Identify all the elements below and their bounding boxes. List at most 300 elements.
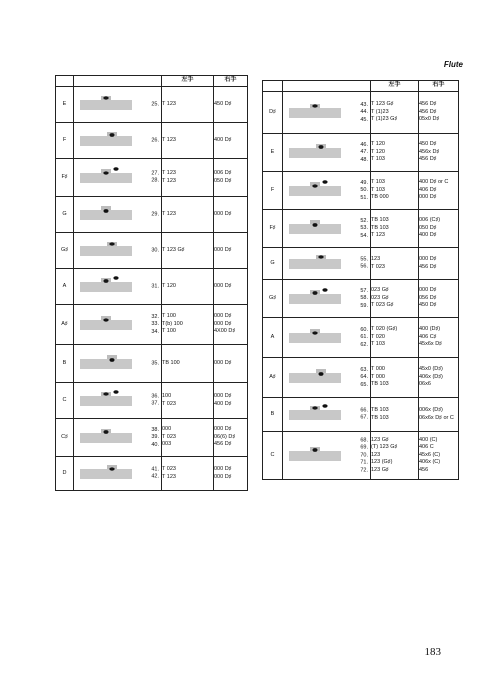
fingering-number: 62. (360, 341, 368, 348)
staff-cell (283, 358, 371, 398)
right-hand-fingering (214, 233, 248, 269)
fingering-number: 27. (151, 170, 159, 176)
left-hand-line: T (1)23 (371, 108, 389, 115)
staff-cell (74, 383, 162, 419)
fingering-numbers (151, 247, 159, 255)
table-row (56, 233, 248, 269)
right-hand-fingering (214, 197, 248, 233)
left-hand-line: TB 103 (371, 224, 389, 231)
staff-cell (74, 419, 162, 457)
left-hand-line: T 123 (371, 232, 385, 239)
table-row (263, 92, 459, 134)
fingering-number: 33. (151, 320, 159, 327)
right-hand-line: 400 D♯ (419, 232, 437, 239)
fingering-number: 25. (151, 100, 159, 107)
staff-cell (283, 210, 371, 248)
col-label-left-hand: 左手 (162, 76, 214, 87)
left-hand-fingering (371, 280, 419, 318)
fingering-number: 65. (360, 381, 368, 388)
fingering-numbers (360, 101, 368, 124)
staff-cell (283, 248, 371, 280)
fingering-numbers (151, 466, 159, 481)
right-hand-line: 000 D♯ (214, 246, 232, 253)
staff-cell (283, 318, 371, 358)
left-hand-line: T 023 (162, 433, 176, 440)
table-row (263, 398, 459, 432)
fingering-number: 56. (360, 263, 368, 270)
music-staff-icon (76, 197, 136, 233)
left-hand-line: 000 (162, 426, 172, 433)
left-hand-line: T 123 G♯ (371, 101, 394, 108)
music-staff-icon (76, 87, 136, 123)
left-hand-line: 123 G♯ (371, 466, 389, 473)
table-row (263, 248, 459, 280)
music-staff-icon (285, 210, 345, 248)
right-hand-fingering (419, 248, 459, 280)
note-name: A♯ (56, 305, 74, 345)
right-hand-fingering (419, 172, 459, 210)
left-hand-line: T 103 (371, 186, 385, 193)
right-hand-line: 456x D♯ (419, 148, 440, 155)
fingering-table-left (55, 75, 248, 491)
left-hand-line: T 123 G♯ (162, 246, 185, 253)
right-hand-line: 000 D♯ (214, 359, 232, 366)
right-hand-line: 406x (C) (419, 459, 441, 466)
staff-cell (283, 172, 371, 210)
right-hand-fingering (419, 134, 459, 172)
fingering-number: 37. (151, 400, 159, 407)
staff-cell (74, 269, 162, 305)
right-hand-line: 000 D♯ (214, 313, 232, 320)
left-hand-line: TB 103 (371, 414, 389, 421)
music-staff-icon (285, 248, 345, 280)
music-staff-icon (285, 432, 345, 480)
header-blank-cell (56, 76, 74, 87)
table-row (263, 318, 459, 358)
right-hand-line: 006x (D♯) (419, 407, 443, 413)
table-row (56, 269, 248, 305)
fingering-number: 53. (360, 224, 368, 231)
fingering-numbers (360, 141, 368, 164)
note-name: F (263, 172, 283, 210)
right-hand-fingering (214, 123, 248, 159)
right-hand-line: 450 D♯ (214, 100, 232, 107)
left-hand-fingering (162, 87, 214, 123)
right-hand-line: 000 D♯ (419, 194, 437, 201)
right-hand-line: 456 D♯ (419, 108, 437, 115)
note-name: G♯ (263, 280, 283, 318)
music-staff-icon (76, 159, 136, 197)
fingering-numbers (151, 170, 159, 185)
fingering-numbers (151, 211, 159, 219)
fingering-numbers (151, 101, 159, 109)
left-hand-line: TB 103 (371, 407, 389, 413)
fingering-numbers (360, 366, 368, 389)
left-hand-fingering (162, 383, 214, 419)
right-hand-fingering (419, 280, 459, 318)
table-header-row (56, 76, 248, 87)
music-staff-icon (285, 134, 345, 172)
table-row (56, 345, 248, 383)
fingering-numbers (151, 360, 159, 368)
table-row (56, 419, 248, 457)
left-hand-fingering (371, 318, 419, 358)
note-name: F♯ (263, 210, 283, 248)
right-hand-line: 06x6x D♯ or C (419, 414, 454, 421)
left-hand-line: TB 100 (162, 359, 180, 366)
right-hand-fingering (214, 269, 248, 305)
fingering-numbers (151, 137, 159, 145)
left-hand-line: T 020 (371, 333, 385, 340)
fingering-number: 29. (151, 210, 159, 217)
left-hand-line: T 123 (162, 136, 176, 143)
fingering-number: 64. (360, 373, 368, 380)
note-name: E (56, 87, 74, 123)
table-header-row (263, 81, 459, 92)
right-hand-line: 050 D♯ (419, 224, 437, 231)
right-hand-line: 45x6x D♯ (419, 341, 442, 348)
right-hand-fingering (419, 398, 459, 432)
right-hand-line: 456 D♯ (419, 101, 437, 108)
fingering-number: 32. (151, 313, 159, 320)
right-hand-line: 406 C♯ (419, 333, 437, 340)
fingering-number: 60. (360, 326, 368, 333)
header-blank-cell (74, 76, 162, 87)
note-name: B (56, 345, 74, 383)
fingering-number: 45. (360, 116, 368, 123)
left-hand-line: 123 (G♯) (371, 459, 393, 466)
right-hand-fingering (214, 159, 248, 197)
left-hand-line: T(b) 100 (162, 320, 183, 327)
right-hand-line: 45x6 (C) (419, 451, 441, 458)
music-staff-icon (285, 280, 345, 318)
fingering-number: 42. (151, 473, 159, 480)
fingering-number: 34. (151, 328, 159, 335)
left-hand-fingering (371, 134, 419, 172)
table-row (263, 358, 459, 398)
table-row (263, 280, 459, 318)
staff-cell (74, 233, 162, 269)
table-row (263, 172, 459, 210)
table-row (56, 197, 248, 233)
note-name: F (56, 123, 74, 159)
fingering-number: 71. (360, 459, 368, 466)
left-hand-fingering (162, 233, 214, 269)
left-hand-line: 123 G♯ (371, 436, 389, 443)
fingering-number: 49. (360, 179, 368, 186)
fingering-numbers (151, 283, 159, 291)
music-staff-icon (76, 383, 136, 419)
left-hand-line: T 123 (162, 100, 176, 107)
note-name: G♯ (56, 233, 74, 269)
fingering-numbers (360, 256, 368, 271)
left-hand-line: 100 (162, 393, 172, 399)
staff-cell (74, 159, 162, 197)
fingering-number: 47. (360, 148, 368, 155)
right-hand-line: 400 (D♯) (419, 326, 441, 333)
right-hand-fingering (214, 305, 248, 345)
left-hand-line: T 023 (162, 466, 176, 472)
staff-cell (283, 432, 371, 480)
note-name: B (263, 398, 283, 432)
right-hand-line: 456 D♯ (419, 156, 437, 163)
right-hand-line: 406x (D♯) (419, 373, 443, 380)
note-name: C (263, 432, 283, 480)
right-hand-line: 000 D♯ (214, 320, 232, 327)
left-hand-line: T 023 G♯ (371, 302, 394, 309)
col-label-right-hand: 右手 (214, 76, 248, 87)
fingering-number: 67. (360, 414, 368, 421)
left-hand-line: 023 G♯ (371, 287, 389, 294)
fingering-number: 36. (151, 393, 159, 399)
fingering-number: 40. (151, 441, 159, 448)
fingering-number: 68. (360, 436, 368, 443)
fingering-number: 54. (360, 232, 368, 239)
music-staff-icon (76, 345, 136, 383)
note-name: G (56, 197, 74, 233)
table-row (263, 432, 459, 480)
note-name: C (56, 383, 74, 419)
left-hand-line: T 103 (371, 341, 385, 348)
right-hand-line: 000 D♯ (214, 473, 232, 480)
note-name: D♯ (263, 92, 283, 134)
note-name: E (263, 134, 283, 172)
note-name: F♯ (56, 159, 74, 197)
col-label-right-hand: 右手 (419, 81, 459, 92)
left-hand-line: 003 (162, 441, 172, 448)
staff-cell (74, 457, 162, 491)
table-row (56, 159, 248, 197)
left-hand-line: T 103 (371, 156, 385, 163)
right-hand-line: 456 D♯ (419, 263, 437, 270)
fingering-number: 55. (360, 256, 368, 262)
right-hand-line: 06(6) D♯ (214, 433, 236, 440)
left-hand-line: T 103 (371, 179, 385, 186)
left-hand-line: T 100 (162, 313, 176, 320)
right-hand-line: 05x0 D♯ (419, 116, 440, 123)
right-hand-line: 400 (C) (419, 436, 438, 443)
fingering-number: 51. (360, 194, 368, 201)
fingering-number: 26. (151, 136, 159, 143)
left-hand-line: T 123 (162, 210, 176, 217)
fingering-numbers (151, 313, 159, 336)
fingering-number: 35. (151, 359, 159, 366)
right-hand-fingering (419, 318, 459, 358)
right-hand-line: 000 D♯ (214, 426, 232, 433)
note-name: A♯ (263, 358, 283, 398)
fingering-number: 43. (360, 101, 368, 108)
fingering-number: 63. (360, 366, 368, 373)
fingering-number: 38. (151, 426, 159, 433)
fingering-numbers (360, 217, 368, 240)
left-hand-line: T 000 (371, 366, 385, 373)
table-row (263, 210, 459, 248)
fingering-numbers (360, 326, 368, 349)
left-hand-fingering (162, 305, 214, 345)
left-hand-fingering (162, 419, 214, 457)
music-staff-icon (285, 318, 345, 358)
left-hand-line: 023 G♯ (371, 294, 389, 301)
fingering-numbers (360, 287, 368, 310)
music-staff-icon (76, 123, 136, 159)
right-hand-line: 45x0 (D♯) (419, 366, 443, 373)
right-hand-line: 000 D♯ (214, 210, 232, 217)
note-name: C♯ (56, 419, 74, 457)
col-label-left-hand: 左手 (371, 81, 419, 92)
right-hand-line: 056 D♯ (419, 294, 437, 301)
left-hand-fingering (162, 197, 214, 233)
right-hand-fingering (419, 210, 459, 248)
music-staff-icon (76, 457, 136, 491)
page-number: 183 (424, 646, 441, 658)
right-hand-fingering (214, 457, 248, 491)
fingering-number: 31. (151, 282, 159, 289)
right-hand-line: 456 (419, 466, 429, 473)
table-row (56, 123, 248, 159)
right-hand-line: 400 D♯ (214, 136, 232, 143)
table-row (263, 134, 459, 172)
right-hand-line: 006 (C♯) (419, 217, 441, 224)
left-hand-line: TB 103 (371, 217, 389, 224)
fingering-number: 41. (151, 466, 159, 472)
fingering-numbers (360, 407, 368, 422)
right-hand-fingering (419, 358, 459, 398)
staff-cell (74, 345, 162, 383)
table-row (56, 383, 248, 419)
fingering-number: 57. (360, 287, 368, 294)
music-staff-icon (285, 172, 345, 210)
fingering-number: 28. (151, 177, 159, 184)
right-hand-line: 456 D♯ (214, 441, 232, 448)
left-hand-line: T 000 (371, 373, 385, 380)
staff-cell (74, 87, 162, 123)
music-staff-icon (285, 92, 345, 134)
music-staff-icon (285, 398, 345, 432)
right-hand-line: 000 D♯ (419, 287, 437, 294)
right-hand-line: 06x6 (419, 381, 431, 388)
right-hand-line: 406 D♯ (419, 186, 437, 193)
table-row (56, 87, 248, 123)
fingering-number: 48. (360, 156, 368, 163)
fingering-number: 58. (360, 294, 368, 301)
header-blank-cell (283, 81, 371, 92)
right-hand-line: 000 D♯ (214, 393, 232, 399)
right-hand-line: 400 D♯ (214, 400, 232, 407)
staff-cell (283, 134, 371, 172)
fingering-number: 59. (360, 302, 368, 309)
left-hand-fingering (371, 92, 419, 134)
fingering-number: 61. (360, 333, 368, 340)
staff-cell (283, 280, 371, 318)
left-hand-line: T 023 (162, 400, 176, 407)
right-hand-line: 000 D♯ (214, 282, 232, 289)
left-hand-line: T 100 (162, 328, 176, 335)
right-hand-fingering (214, 383, 248, 419)
staff-cell (74, 123, 162, 159)
right-hand-line: 050 D♯ (214, 177, 232, 184)
music-staff-icon (285, 358, 345, 398)
left-hand-fingering (162, 159, 214, 197)
table-row (56, 457, 248, 491)
music-staff-icon (76, 233, 136, 269)
fingering-numbers (360, 437, 368, 475)
fingering-number: 66. (360, 407, 368, 413)
right-hand-fingering (419, 92, 459, 134)
fingering-number: 30. (151, 246, 159, 253)
staff-cell (74, 305, 162, 345)
left-hand-line: T 120 (371, 141, 385, 148)
left-hand-fingering (371, 210, 419, 248)
fingering-number: 44. (360, 108, 368, 115)
left-hand-line: T 020 (G♯) (371, 326, 398, 333)
fingering-number: 39. (151, 433, 159, 440)
left-hand-fingering (162, 269, 214, 305)
left-hand-line: (T) 123 G♯ (371, 444, 398, 451)
table-row (56, 305, 248, 345)
fingering-numbers (151, 426, 159, 449)
fingering-number: 69. (360, 444, 368, 451)
right-hand-line: 000 D♯ (419, 256, 437, 262)
left-hand-fingering (371, 358, 419, 398)
note-name: D (56, 457, 74, 491)
left-hand-fingering (162, 123, 214, 159)
fingering-number: 46. (360, 141, 368, 148)
fingering-numbers (360, 179, 368, 202)
right-hand-line: 450 D♯ (419, 141, 437, 148)
left-hand-fingering (371, 172, 419, 210)
left-hand-fingering (162, 457, 214, 491)
right-hand-fingering (419, 432, 459, 480)
right-hand-line: 000 D♯ (214, 466, 232, 472)
staff-cell (74, 197, 162, 233)
left-hand-line: TB 103 (371, 381, 389, 388)
left-hand-line: 123 (371, 256, 381, 262)
note-name: A (56, 269, 74, 305)
left-hand-line: T 120 (371, 148, 385, 155)
right-hand-fingering (214, 87, 248, 123)
staff-cell (283, 92, 371, 134)
left-hand-fingering (371, 248, 419, 280)
note-name: A (263, 318, 283, 358)
staff-cell (283, 398, 371, 432)
right-hand-line: 4X00 D♯ (214, 328, 236, 335)
fingering-table-right (262, 80, 459, 480)
left-hand-line: T 123 (162, 170, 176, 176)
left-hand-line: T (1)23 G♯ (371, 116, 398, 123)
left-hand-fingering (162, 345, 214, 383)
left-hand-fingering (371, 398, 419, 432)
left-hand-line: T 123 (162, 473, 176, 480)
header-blank-cell (263, 81, 283, 92)
music-staff-icon (76, 305, 136, 345)
fingering-number: 52. (360, 217, 368, 224)
fingering-number: 50. (360, 186, 368, 193)
left-hand-fingering (371, 432, 419, 480)
left-hand-line: T 023 (371, 263, 385, 270)
right-hand-fingering (214, 419, 248, 457)
right-hand-line: 006 D♯ (214, 170, 232, 176)
right-hand-line: 406 C (419, 444, 434, 451)
left-hand-line: T 120 (162, 282, 176, 289)
fingering-number: 70. (360, 451, 368, 458)
right-hand-line: 450 D♯ (419, 302, 437, 309)
music-staff-icon (76, 269, 136, 305)
fingering-numbers (151, 393, 159, 408)
left-hand-line: 123 (371, 451, 381, 458)
fingering-number: 72. (360, 466, 368, 473)
left-hand-line: TB 000 (371, 194, 389, 201)
instrument-header: Flute (443, 60, 463, 69)
